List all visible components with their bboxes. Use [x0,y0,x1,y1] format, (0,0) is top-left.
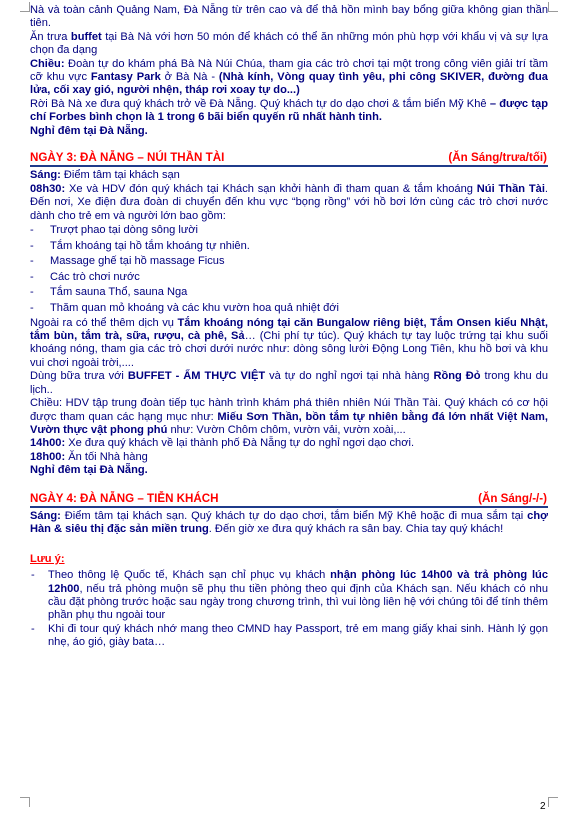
list-item: - Theo thông lệ Quốc tế, Khách sạn chỉ phục vụ khách nhận phòng lúc 14h00 và trả phòng lúc 12h00, nếu trả phòng muộn sẽ phụ thu tiền phòng theo qui định của Khách sạn. Nếu khách có nhu cầu đặt phòng trước hoặc sau ngày trong chương trình, thì vui lòng liên hệ với chúng tôi để tính thêm phần phụ thu ngoài tour [30,569,548,623]
return-text: Rời Bà Nà xe đưa quý khách trở về Đà Nẵng. Quý khách tự do dạo chơi & tắm biển Mỹ Khê [30,97,490,110]
crop-mark-top-left [20,2,30,12]
buffet-highlight: BUFFET - ẨM THỰC VIỆT [127,370,266,383]
day4-morning-paragraph: Sáng: Điểm tâm tại khách sạn. Quý khách tự do dạo chơi, tắm biển Mỹ Khê hoặc đi mua sắm tại chợ Hàn & siêu thị đặc sản miền trung. Đến giờ xe đưa quý khách ra sân bay. Chia tay quý khách! [30,509,548,536]
list-item: - Thăm quan mỏ khoáng và các khu vườn hoa quả nhiệt đới [30,301,548,317]
list-item: - Các trò chơi nước [30,270,548,286]
time-label: 08h30: [30,182,66,195]
day3-heading [30,151,548,167]
activity-list [30,223,548,317]
day3-title: NGÀY 3: ĐÀ NẴNG – NÚI THẦN TÀI [30,151,225,165]
time-label: 14h00: [30,437,66,450]
day3-meals: (Ăn Sáng/trưa/tối) [448,151,547,165]
day3-1400: 14h00: Xe đưa quý khách về lại thành phố Đà Nẵng tự do nghỉ ngơi dạo chơi. [30,437,415,450]
lunch-text: Ăn trưa [30,30,71,43]
crop-mark-bottom-left [20,797,30,807]
day3-afternoon-paragraph: Chiều: HDV tập trung đoàn tiếp tục hành trình khám phá thiên nhiên Núi Thần Tài. Quý khách có cơ hội được tham quan các hạng mục như: Miếu Sơn Thần, bồn tắm tự nhiên bằng đá lớn nhất Việt Nam, Vườn thực vật phong phú như: Vườn Chôm chôm, vườn vải, vườn xoài,... [30,397,548,436]
time-label: 18h00: [30,450,66,463]
day3-0830-paragraph: 08h30: Xe và HDV đón quý khách tại Khách sạn khởi hành đi tham quan & tắm khoáng Núi Thần Tài. Đến nơi, Xe điện đưa đoàn di chuyển đến khu vực “bọng rồng” với hồ bơi lớn cùng các trò chơi nước dành cho trẻ em và người lớn bao gồm: [30,182,548,222]
list-item: - Trượt phao tại dòng sông lười [30,223,548,239]
sights-highlight: Miếu Sơn Thần, bồn tắm tự nhiên bằng đá lớn nhất Việt Nam, Vườn thực vật phong phú [30,410,548,436]
notes-list [30,569,548,649]
lunch-text-end: tại Bà Nà với hơn 50 món để khách có thể ăn những món phù hợp với khẩu vị và sự lựa chọn đa dạng [30,30,549,57]
fantasy-park-highlight: Fantasy Park [90,71,161,84]
list-item: - Tắm sauna Thổ, sauna Nga [30,285,548,301]
market-highlight: chợ Hàn & siêu thị đặc sản miền trung [30,509,548,536]
day3-morning: Sáng: Điểm tâm tại khách sạn [30,169,180,182]
day4-meals: (Ăn Sáng/-/-) [478,491,547,505]
crop-mark-bottom-right [548,797,558,807]
page-number: 2 [540,801,546,812]
list-item: - Tắm khoáng tại hồ tắm khoáng tự nhiên. [30,239,548,255]
morning-label: Sáng: [30,509,61,522]
list-item: - Massage ghế tại hồ massage Ficus [30,254,548,270]
return-paragraph [30,98,548,125]
checkin-highlight: nhận phòng lúc 14h00 và trả phòng lúc 12h00 [48,569,549,595]
list-item: - Khi đi tour quý khách nhớ mang theo CMND hay Passport, trẻ em mang giấy khai sinh. Hành lý gọn nhẹ, áo gió, giày bata… [30,623,548,650]
forbes-highlight: – được tạp chí Forbes bình chọn là 1 trong 6 bãi biển quyến rũ nhất hành tinh. [30,97,549,124]
extra-services-paragraph: Ngoài ra có thể thêm dịch vụ Tắm khoáng nóng tại căn Bungalow riêng biệt, Tắm Onsen kiểu Nhật, tắm bùn, tắm trà, sữa, rượu, cà phê, Sả… (Chi phí tự túc). Quý khách tự tay luộc trứng tại khu suối khoáng nóng, tham gia các trò chơi dưới nước như: dòng sông lười Động Long Tiên, khu hồ bơi và khu vui chơi ngoài trời,.... [30,316,548,369]
afternoon-label: Chiều: [30,57,65,70]
restaurant-highlight: Rồng Đỏ [433,370,481,383]
afternoon-text: Đoàn tự do khám phá Bà Nà Núi Chúa, tham gia các trò chơi tại một trong công viên giải trí tầm cỡ khu vực [30,57,548,84]
day4-heading [30,492,548,508]
notes-title: Lưu ý: [30,552,65,565]
day3-1800: 18h00: Ăn tối Nhà hàng [30,450,148,463]
afternoon-text-mid: ở Bà Nà - [160,71,219,84]
lunch-highlight: buffet [70,30,102,43]
overnight-text: Nghỉ đêm tại Đà Nẵng. [30,124,148,137]
intro-paragraph: Nà và toàn cảnh Quảng Nam, Đà Nẵng từ trên cao và để thả hồn mình bay bổng giữa không gian thần tiên. [30,4,548,30]
attractions-highlight: (Nhà kính, Vòng quay tình yêu, phi công SKIVER, đường đua lửa, cối xay gió, người nhện, tháp rơi xoay tự do...) [30,71,548,97]
nui-than-tai-highlight: Núi Thần Tài [476,182,545,195]
crop-mark-top-right [548,2,558,12]
morning-label: Sáng: [30,169,61,182]
day3-overnight: Nghỉ đêm tại Đà Nẵng. [30,464,148,477]
lunch-paragraph [30,31,548,58]
document-body [30,4,548,650]
extra-services-highlight: Tắm khoáng nóng tại căn Bungalow riêng biệt, Tắm Onsen kiểu Nhật, tắm bùn, tắm trà, sữa, rượu, cà phê, Sả [30,316,548,343]
day3-lunch-paragraph: Dùng bữa trưa với BUFFET - ẨM THỰC VIỆT và tự do nghỉ ngơi tại nhà hàng Rồng Đỏ trong khu du lịch.. [30,370,548,396]
day4-title: NGÀY 4: ĐÀ NẴNG – TIỄN KHÁCH [30,491,219,505]
afternoon-paragraph [30,58,548,98]
